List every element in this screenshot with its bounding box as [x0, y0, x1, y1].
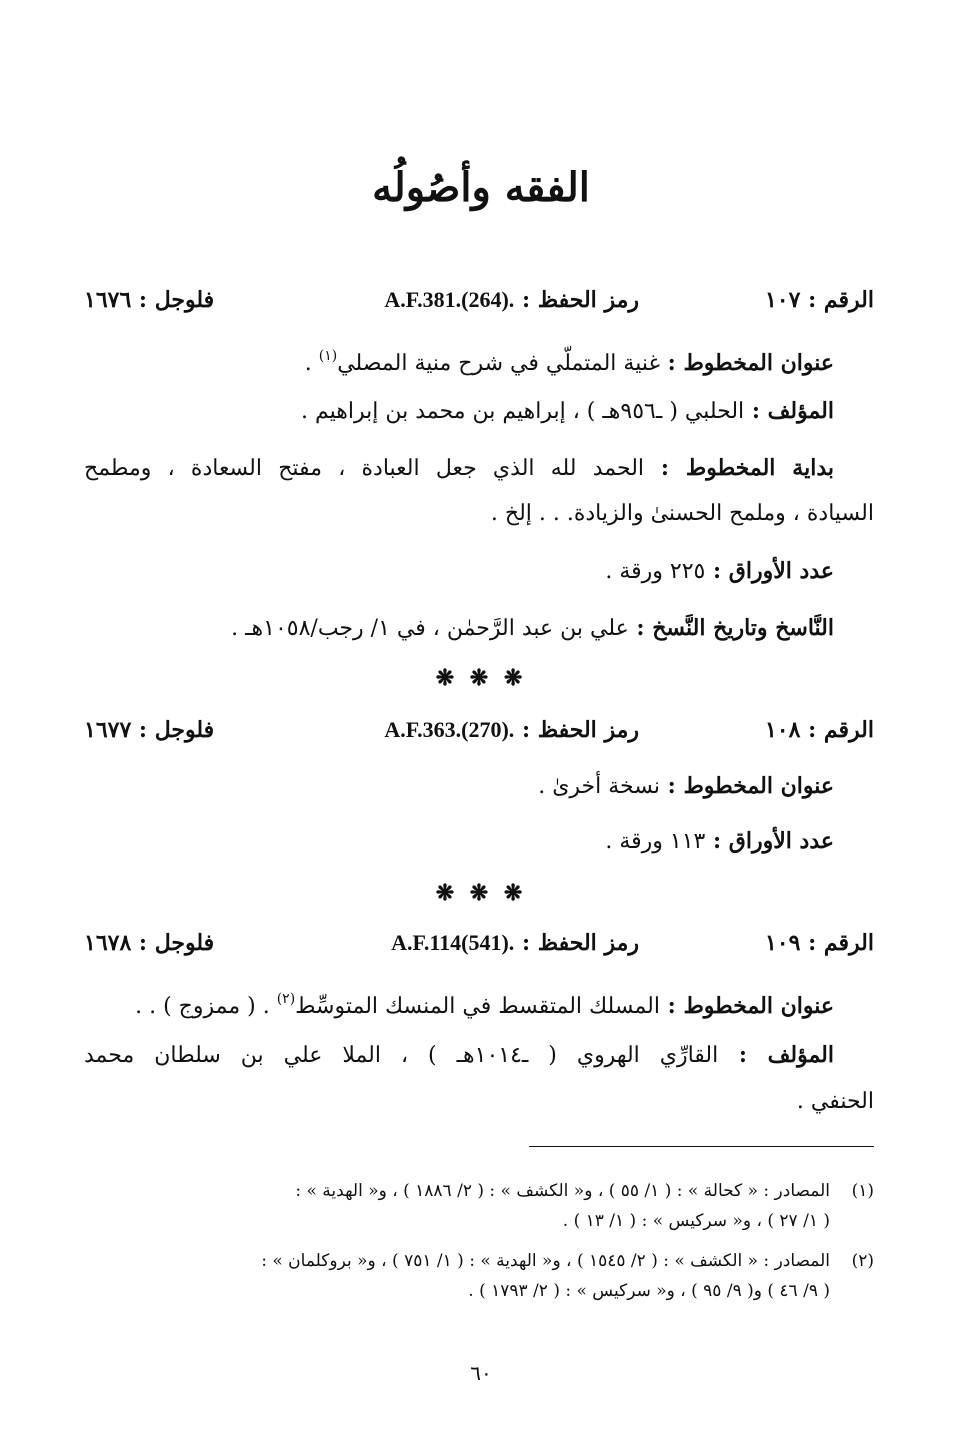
beginning-line-1 — [84, 450, 834, 487]
section-title: الفقه وأصُولُه — [372, 164, 590, 211]
author-label: المؤلف : — [744, 398, 834, 424]
separator-stars: ❋ ❋ ❋ — [435, 880, 527, 906]
shelf-mark-label: رمز الحفظ : — [514, 287, 639, 313]
shelf-mark — [391, 925, 639, 962]
page-number: ٦٠ — [470, 1361, 492, 1385]
fluegel-number: فلوجل : ١٦٧٧ — [84, 717, 215, 743]
folios-label: عدد الأوراق : — [705, 828, 834, 854]
title-label: عنوان المخطوط : — [660, 773, 834, 799]
footnote-line: ( ١/ ٢٧ ) ، و« سركيس » : ( ١/ ١٣ ) . — [562, 1211, 830, 1231]
shelf-mark-label: رمز الحفظ : — [514, 717, 639, 743]
title-end: . ( ممزوج ) . . — [135, 994, 277, 1019]
folios-value: ٢٢٥ ورقة . — [605, 559, 706, 584]
shelf-mark — [384, 282, 639, 319]
footnote-ref: (١) — [318, 348, 338, 364]
footnote-line: المصادر : « كحالة » : ( ١/ ٥٥ ) ، و« الكشف » : ( ٢/ ١٨٨٦ ) ، و« الهدية » : — [295, 1181, 830, 1201]
shelf-mark — [384, 712, 639, 749]
footnote-number: (٢) — [851, 1251, 874, 1271]
author-label: المؤلف : — [718, 1042, 834, 1068]
beginning-label: بداية المخطوط : — [644, 455, 834, 481]
entry-header-108 — [84, 712, 874, 748]
entry-header-107 — [84, 282, 874, 318]
author-value: الحلبي ( ـ٩٥٦هـ ) ، إبراهيم بن محمد بن إبراهيم . — [301, 399, 745, 424]
shelf-mark-label: رمز الحفظ : — [514, 930, 639, 956]
entry-number: الرقم : ١٠٨ — [764, 717, 874, 743]
manuscript-title-line — [84, 338, 834, 382]
title-label: عنوان المخطوط : — [660, 993, 834, 1019]
footnote-ref: (٢) — [276, 991, 296, 1007]
footnote-number: (١) — [851, 1181, 874, 1201]
title-label: عنوان المخطوط : — [660, 350, 834, 376]
fluegel-number: فلوجل : ١٦٧٦ — [84, 287, 215, 313]
folios-label: عدد الأوراق : — [705, 558, 834, 584]
title-value: غنية المتملّي في شرح منية المصلي — [337, 351, 660, 376]
folios-line — [84, 823, 834, 860]
title-value: نسخة أخرىٰ . — [538, 774, 660, 799]
author-line — [84, 393, 834, 430]
manuscript-title-line — [84, 768, 834, 805]
author-line-1 — [84, 1037, 834, 1074]
author-line-2: الحنفي . — [796, 1089, 874, 1114]
entry-number: الرقم : ١٠٩ — [764, 930, 874, 956]
manuscript-title-line — [84, 981, 834, 1025]
footnote-line: المصادر : « الكشف » : ( ٢/ ١٥٤٥ ) ، و« الهدية » : ( ١/ ٧٥١ ) ، و« بروكلمان » : — [261, 1251, 830, 1271]
beginning-value: الحمد لله الذي جعل العبادة ، مفتح السعادة ، ومطمح — [84, 456, 645, 481]
footnote-line: ( ٩/ ٤٦ ) و( ٩/ ٩٥ ) ، و« سركيس » : ( ٢/ ١٧٩٣ ) . — [468, 1281, 830, 1301]
copyist-value: علي بن عبد الرَّحمٰن ، في ١/ رجب/١٠٥٨هـ . — [231, 616, 629, 641]
beginning-line-2: السيادة ، وملمح الحسنىٰ والزيادة. . . إلخ . — [490, 501, 874, 526]
copyist-label: النَّاسخ وتاريخ النَّسخ : — [628, 615, 834, 641]
title-value: المسلك المتقسط في المنسك المتوسِّط — [295, 994, 660, 1019]
entry-header-109 — [84, 925, 874, 961]
shelf-mark-value: A.F.363.(270). — [384, 717, 515, 742]
title-end: . — [304, 351, 319, 376]
fluegel-number: فلوجل : ١٦٧٨ — [84, 930, 215, 956]
shelf-mark-value: A.F.381.(264). — [384, 287, 515, 312]
folios-line — [84, 553, 834, 590]
entry-number: الرقم : ١٠٧ — [764, 287, 874, 313]
footnote-rule — [529, 1146, 874, 1147]
author-value: القارِّي الهروي ( ـ١٠١٤هـ ) ، الملا علي بن سلطان محمد — [84, 1043, 719, 1068]
shelf-mark-value: A.F.114(541). — [391, 930, 515, 955]
folios-value: ١١٣ ورقة . — [605, 829, 706, 854]
copyist-line — [84, 610, 834, 647]
separator-stars: ❋ ❋ ❋ — [435, 665, 527, 691]
